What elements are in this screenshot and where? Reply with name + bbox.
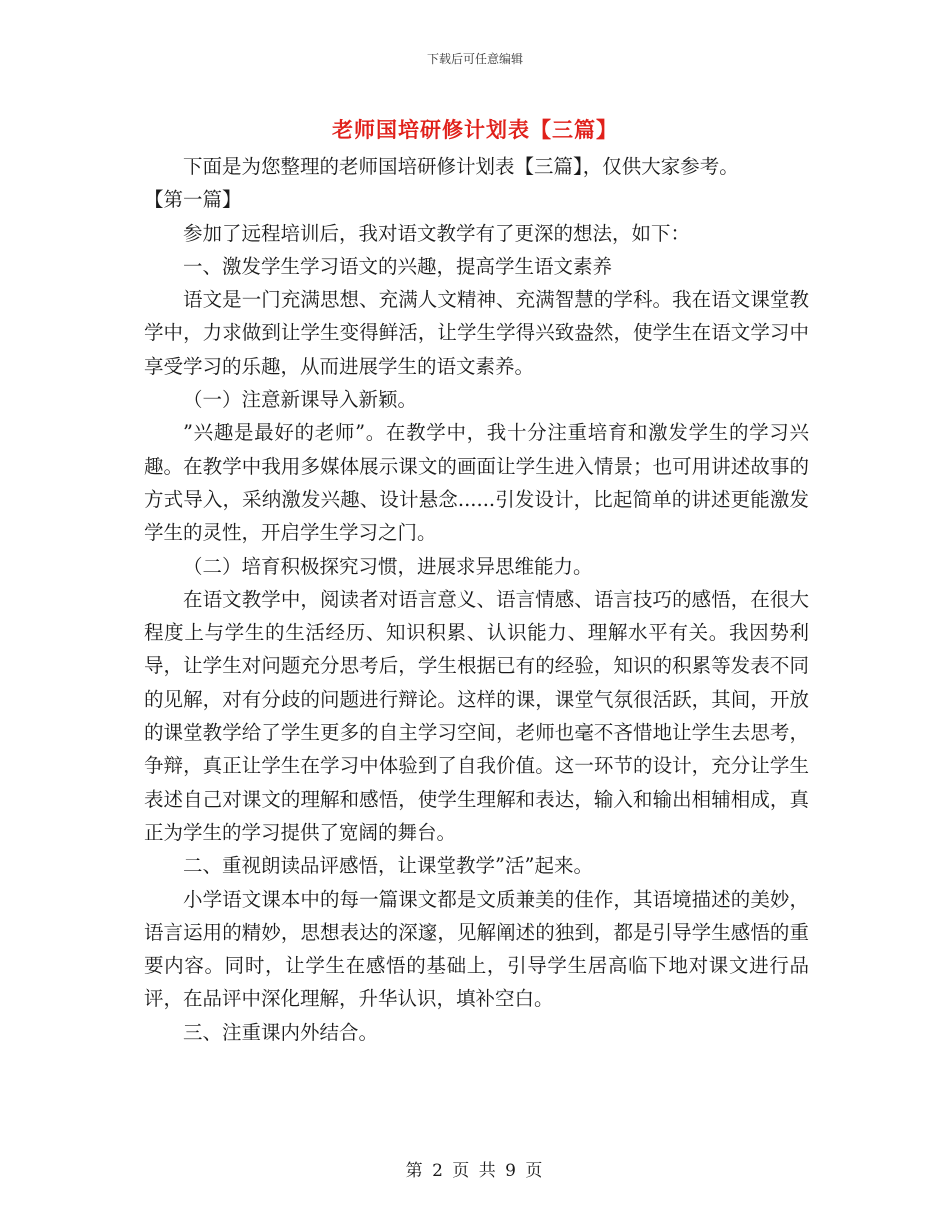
page-number: 第 2 页 共 9 页 xyxy=(405,1161,545,1181)
heading-point-one: 一、激发学生学习语文的兴趣，提高学生语文素养 xyxy=(183,254,613,278)
subheading-2: （二）培育积极探究习惯，进展求异思维能力。 xyxy=(183,554,593,578)
heading-point-two: 二、重视朗读品评感悟，让课堂教学”活”起来。 xyxy=(183,854,593,878)
paragraph: 小学语文课本中的每一篇课文都是文质兼美的佳作，其语境描述的美妙，语言运用的精妙，思想表达的深邃，见解阐述的独到，都是引导学生感悟的重要内容。同时，让学生在感悟的基础上，引导学生居高临下地对课文进行品评，在品评中深化理解，升华认识，填补空白。 xyxy=(144,887,809,1011)
document-body xyxy=(144,150,809,1049)
paragraph: 在语文教学中，阅读者对语言意义、语言情感、语言技巧的感悟，在很大程度上与学生的生活经历、知识积累、认识能力、理解水平有关。我因势利导，让学生对问题充分思考后，学生根据已有的经验，知识的积累等发表不同的见解，对有分歧的问题进行辩论。这样的课，课堂气氛很活跃，其间，开放的课堂教学给了学生更多的自主学习空间，老师也毫不吝惜地让学生去思考，争辩，真正让学生在学习中体验到了自我价值。这一环节的设计，充分让学生表述自己对课文的理解和感悟，使学生理解和表达，输入和输出相辅相成，真正为学生的学习提供了宽阔的舞台。 xyxy=(144,587,809,844)
document-title: 老师国培研修计划表【三篇】 xyxy=(332,118,618,142)
subheading-1: （一）注意新课导入新颖。 xyxy=(183,388,418,412)
header-note: 下载后可任意编辑 xyxy=(426,52,523,66)
paragraph: ”兴趣是最好的老师”。在教学中，我十分注重培育和激发学生的学习兴趣。在教学中我用多媒体展示课文的画面让学生进入情景；也可用讲述故事的方式导入，采纳激发兴趣、设计悬念......引发设计，比起简单的讲述更能激发学生的灵性，开启学生学习之门。 xyxy=(144,421,809,545)
paragraph: 语文是一门充满思想、充满人文精神、充满智慧的学科。我在语文课堂教学中，力求做到让学生变得鲜活，让学生学得兴致盎然，使学生在语文学习中享受学习的乐趣，从而进展学生的语文素养。 xyxy=(144,288,809,378)
paragraph: 参加了远程培训后，我对语文教学有了更深的想法，如下： xyxy=(183,221,691,245)
section-heading-part-one: 【第一篇】 xyxy=(144,188,242,212)
heading-point-three: 三、注重课内外结合。 xyxy=(183,1020,379,1044)
paragraph-intro: 下面是为您整理的老师国培研修计划表【三篇】，仅供大家参考。 xyxy=(183,155,739,178)
